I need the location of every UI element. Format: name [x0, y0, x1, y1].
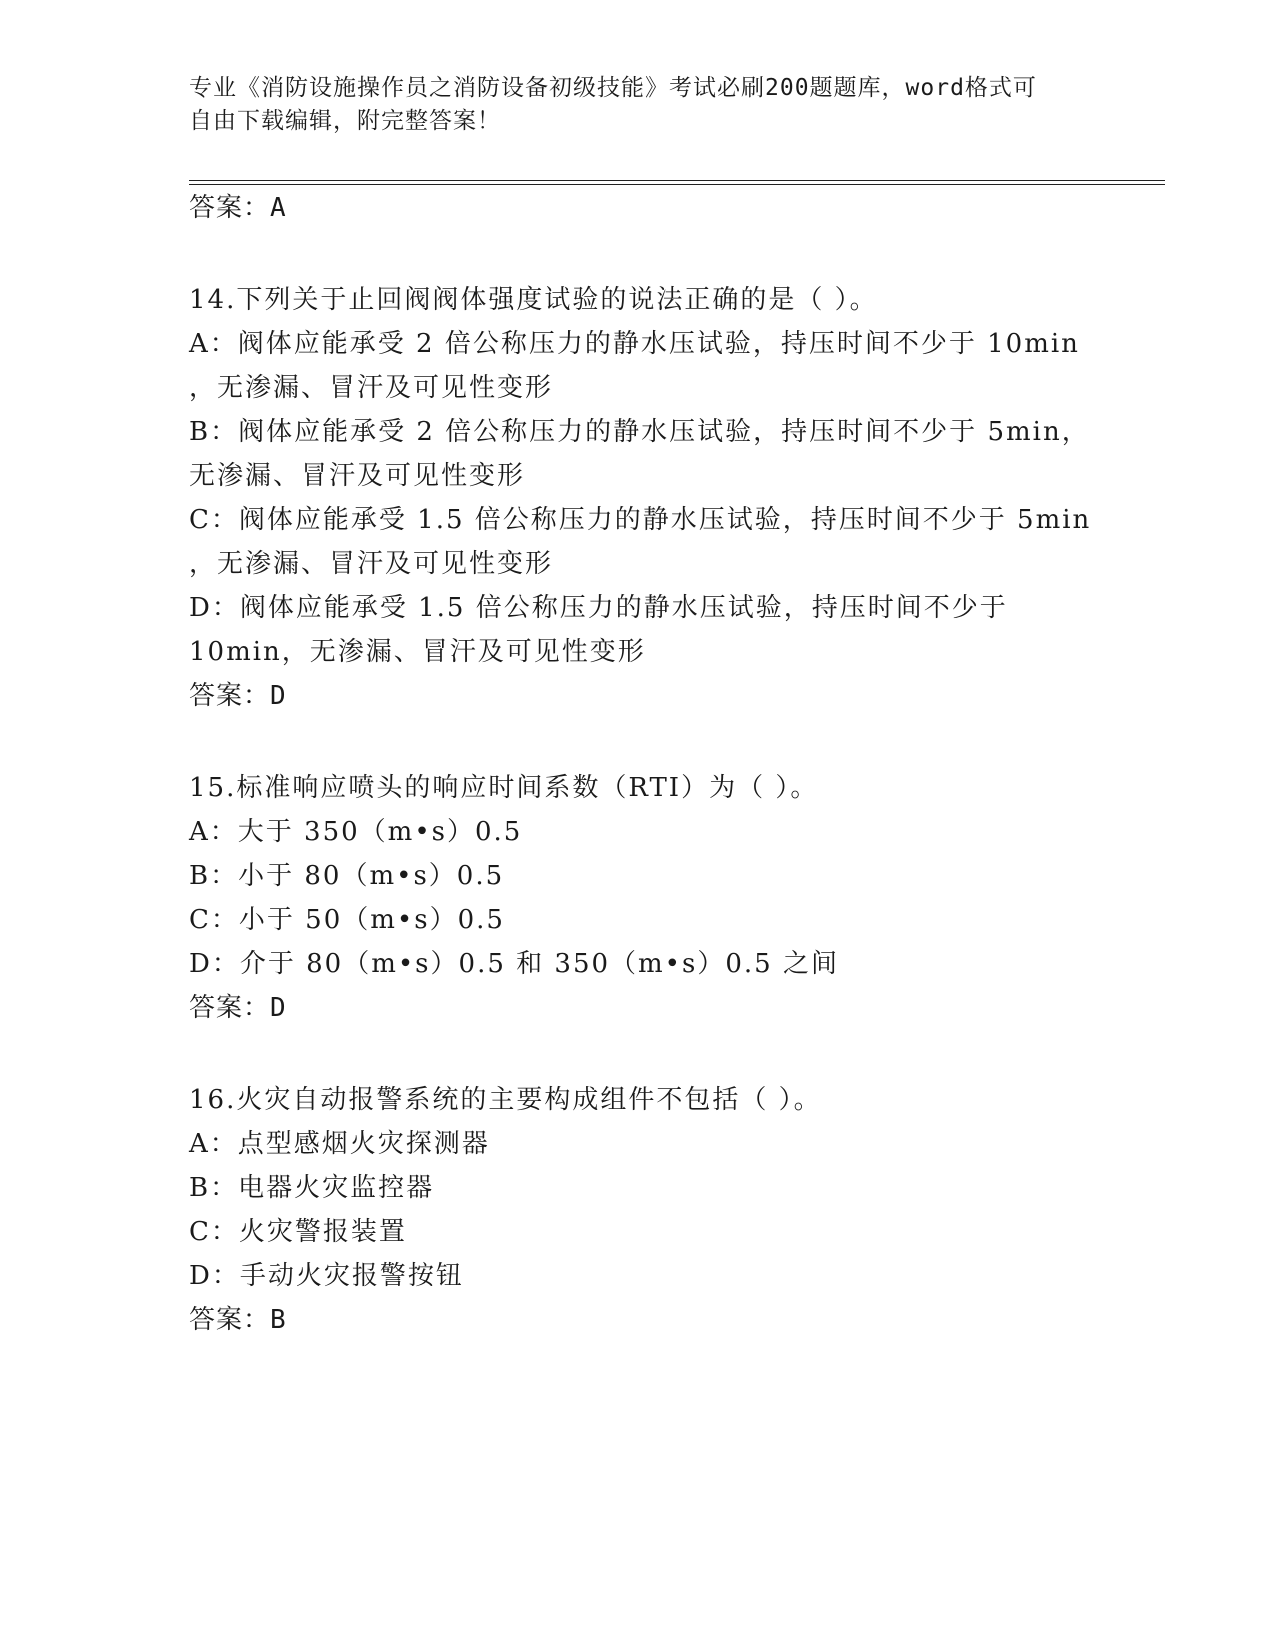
- question-14-stem: 14.下列关于止回阀阀体强度试验的说法正确的是（ ）。: [189, 285, 878, 315]
- question-16-option-d: D：手动火灾报警按钮: [189, 1261, 464, 1291]
- question-14-option-d: D：阀体应能承受 1.5 倍公称压力的静水压试验，持压时间不少于: [189, 593, 1008, 623]
- document-header: [189, 72, 1089, 138]
- question-16-option-c: C：火灾警报装置: [189, 1217, 407, 1247]
- question-15-option-d: D：介于 80（m•s）0.5 和 350（m•s）0.5 之间: [189, 949, 839, 979]
- header-divider-bottom: [189, 184, 1165, 185]
- answer-14: 答案：D: [189, 681, 287, 711]
- question-14-option-c: C：阀体应能承受 1.5 倍公称压力的静水压试验，持压时间不少于 5min: [189, 505, 1092, 535]
- question-14-option-a-cont: ，无渗漏、冒汗及可见性变形: [189, 373, 554, 403]
- header-divider-top: [189, 180, 1165, 181]
- question-14-option-b-cont: 无渗漏、冒汗及可见性变形: [189, 461, 526, 491]
- question-15-option-c: C：小于 50（m•s）0.5: [189, 905, 505, 935]
- question-14-option-b: B：阀体应能承受 2 倍公称压力的静水压试验，持压时间不少于 5min，: [189, 417, 1090, 447]
- header-line-2: 自由下载编辑，附完整答案！: [189, 108, 501, 134]
- question-15-option-b: B：小于 80（m•s）0.5: [189, 861, 505, 891]
- question-15-stem: 15.标准响应喷头的响应时间系数（RTI）为（ ）。: [189, 773, 819, 803]
- question-16-option-b: B：电器火灾监控器: [189, 1173, 435, 1203]
- question-15-option-a: A：大于 350（m•s）0.5: [189, 817, 523, 847]
- answer-13: 答案：A: [189, 193, 287, 223]
- question-14-option-d-cont: 10min，无渗漏、冒汗及可见性变形: [189, 637, 646, 667]
- question-14-option-c-cont: ，无渗漏、冒汗及可见性变形: [189, 549, 554, 579]
- question-16-option-a: A：点型感烟火灾探测器: [189, 1129, 490, 1159]
- answer-15: 答案：D: [189, 993, 287, 1023]
- question-14-option-a: A：阀体应能承受 2 倍公称压力的静水压试验，持压时间不少于 10min: [189, 329, 1080, 359]
- answer-16: 答案：B: [189, 1305, 287, 1335]
- question-16-stem: 16.火灾自动报警系统的主要构成组件不包括（ ）。: [189, 1085, 822, 1115]
- header-line-1: 专业《消防设施操作员之消防设备初级技能》考试必刷200题题库，word格式可: [189, 75, 1037, 101]
